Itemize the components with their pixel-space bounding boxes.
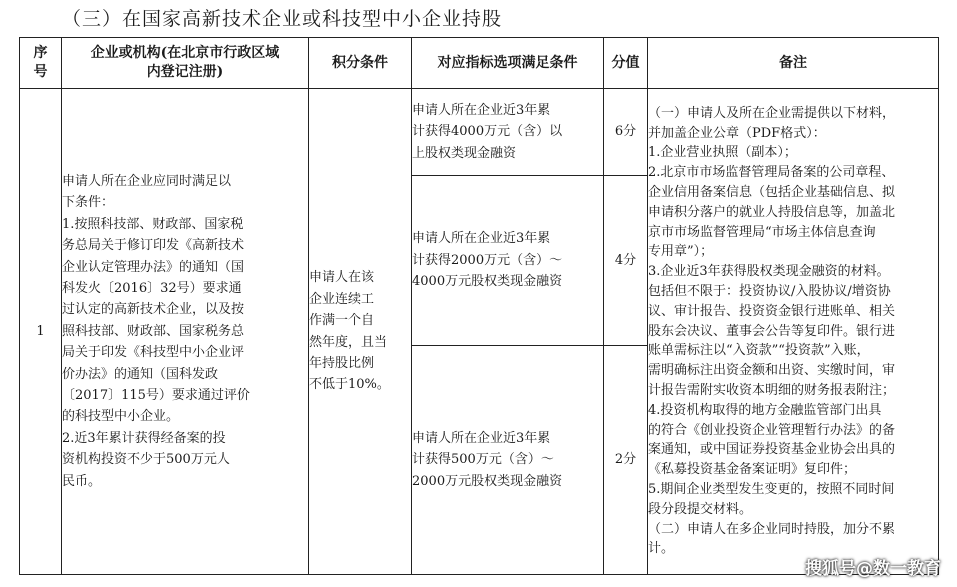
- option-score-1: 6分: [604, 89, 648, 176]
- enterprise-conditions: 申请人所在企业应同时满足以 下条件： 1.按照科技部、财政部、国家税 务总局关于修订印发《高新技术 企业认定管理办法》的通知（国 科发火〔2016〕32号）要求通 过认定的高新技术企业，以及按 照科技部、财政部、国家税务总 局关于印发《科技型中小企业评 价办法》的通知（国科发政 〔2017〕115号）要求通过评价 的科技型中小企业。 2.近3年累计获得经备案的投 资机构投资不少于500万元人 民币。: [62, 89, 309, 575]
- row-seq: 1: [20, 89, 62, 575]
- points-condition: 申请人在该 企业连续工 作满一个自 然年度，且当 年持股比例 不低于10%。: [309, 89, 412, 575]
- header-score: 分值: [604, 38, 648, 89]
- header-seq: 序 号: [20, 38, 62, 89]
- header-row: [20, 38, 939, 89]
- header-points-condition: 积分条件: [309, 38, 412, 89]
- option-condition-3: 申请人所在企业近3年累 计获得500万元（含）～ 2000万元股权类现金融资: [412, 346, 604, 575]
- remarks: （一）申请人及所在企业需提供以下材料， 并加盖企业公章（PDF格式）： 1.企业营业执照（副本）； 2.北京市市场监督管理局备案的公司章程、 企业信用备案信息（包括企业基础信息、拟 申请积分落户的就业人持股信息等，加盖北 京市市场监督管理局“市场主体信息查询 专用章”）； 3.企业近3年获得股权类现金融资的材料。 包括但不限于：投资协议/入股协议/增资协 议、审计报告、投资资金银行进账单、相关 股东会决议、董事会公告等复印件。银行进 账单需标注以“入资款”“投资款”入账， 需明确标注出资金额和出资、实缴时间，审 计报告需附实收资本明细的财务报表附注； 4.投资机构取得的地方金融监管部门出具 的符合《创业投资企业管理暂行办法》的备 案通知，或中国证券投资基金业协会出具的 《私募投资基金备案证明》复印件； 5.期间企业类型发生变更的，按照不同时间 段分段提交材料。 （二）申请人在多企业同时持股，加分不累 计。: [648, 89, 939, 575]
- header-indicator-condition: 对应指标选项满足条件: [412, 38, 604, 89]
- section-heading: （三）在国家高新技术企业或科技型中小企业持股: [62, 8, 503, 30]
- header-enterprise: 企业或机构(在北京市行政区域 内登记注册): [62, 38, 309, 89]
- option-score-2: 4分: [604, 176, 648, 346]
- option-condition-2: 申请人所在企业近3年累 计获得2000万元（含）～ 4000万元股权类现金融资: [412, 176, 604, 346]
- option-score-3: 2分: [604, 346, 648, 575]
- table-row: [20, 89, 939, 176]
- option-condition-1: 申请人所在企业近3年累 计获得4000万元（含）以 上股权类现金融资: [412, 89, 604, 176]
- points-policy-table: [19, 37, 939, 575]
- header-remarks: 备注: [648, 38, 939, 89]
- watermark: 搜狐号@数一教育: [805, 559, 941, 579]
